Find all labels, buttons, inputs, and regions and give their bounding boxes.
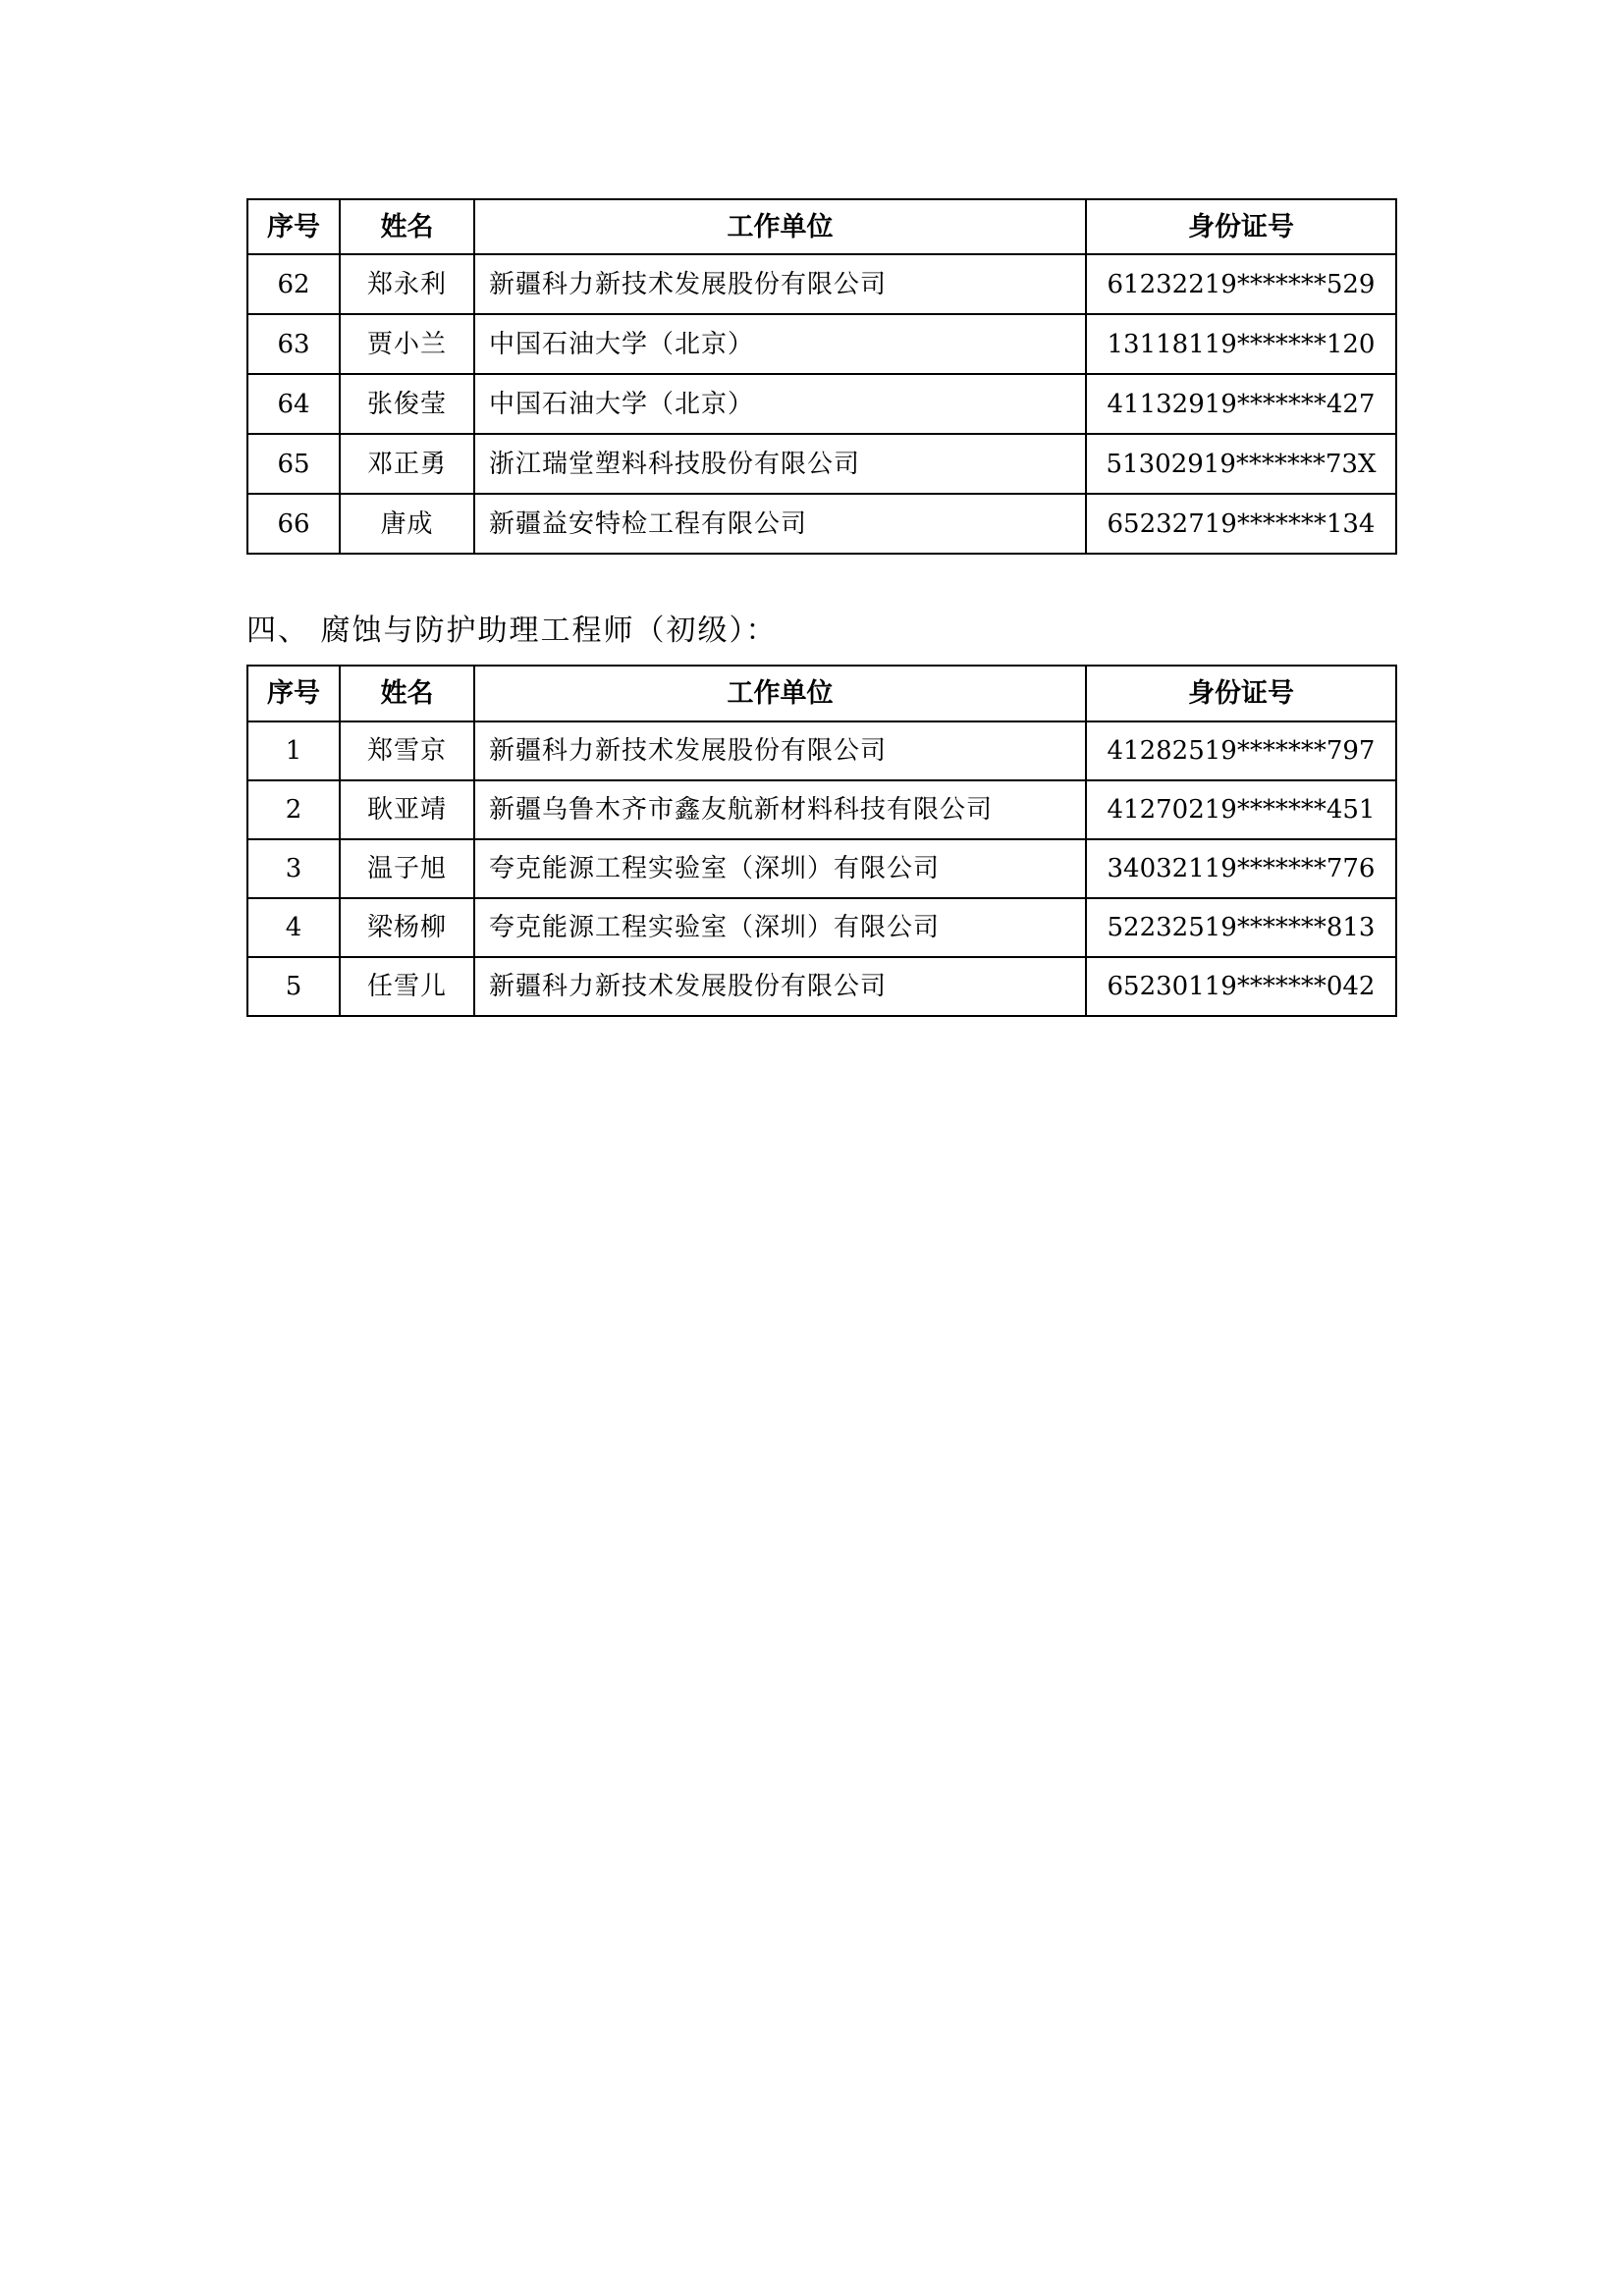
header-name: 姓名 [340, 199, 474, 254]
table-row [247, 314, 1396, 374]
cell-id: 34032119*******776 [1086, 839, 1396, 898]
cell-name: 郑雪京 [340, 721, 474, 780]
cell-seq: 3 [247, 839, 340, 898]
table-row [247, 254, 1396, 314]
cell-unit: 新疆科力新技术发展股份有限公司 [474, 957, 1086, 1016]
cell-unit: 新疆益安特检工程有限公司 [474, 494, 1086, 554]
cell-id: 65232719*******134 [1086, 494, 1396, 554]
table-row [247, 494, 1396, 554]
section-heading: 四、 腐蚀与防护助理工程师（初级）： [246, 614, 778, 648]
cell-name: 邓正勇 [340, 434, 474, 494]
cell-seq: 4 [247, 898, 340, 957]
table-header-row [247, 666, 1396, 721]
cell-seq: 5 [247, 957, 340, 1016]
cell-id: 41132919*******427 [1086, 374, 1396, 434]
cell-name: 温子旭 [340, 839, 474, 898]
cell-id: 41282519*******797 [1086, 721, 1396, 780]
table-row [247, 780, 1396, 839]
table-row [247, 839, 1396, 898]
header-unit: 工作单位 [474, 666, 1086, 721]
cell-seq: 1 [247, 721, 340, 780]
header-name: 姓名 [340, 666, 474, 721]
cell-unit: 新疆科力新技术发展股份有限公司 [474, 254, 1086, 314]
cell-unit: 夸克能源工程实验室（深圳）有限公司 [474, 898, 1086, 957]
cell-id: 52232519*******813 [1086, 898, 1396, 957]
header-unit: 工作单位 [474, 199, 1086, 254]
cell-unit: 新疆乌鲁木齐市鑫友航新材料科技有限公司 [474, 780, 1086, 839]
table-row [247, 898, 1396, 957]
header-id: 身份证号 [1086, 199, 1396, 254]
table-row [247, 957, 1396, 1016]
cell-name: 唐成 [340, 494, 474, 554]
header-seq: 序号 [247, 199, 340, 254]
cell-name: 贾小兰 [340, 314, 474, 374]
cell-name: 张俊莹 [340, 374, 474, 434]
cell-id: 13118119*******120 [1086, 314, 1396, 374]
cell-name: 梁杨柳 [340, 898, 474, 957]
cell-name: 郑永利 [340, 254, 474, 314]
personnel-table-2 [246, 665, 1397, 1017]
header-seq: 序号 [247, 666, 340, 721]
cell-id: 61232219*******529 [1086, 254, 1396, 314]
cell-seq: 66 [247, 494, 340, 554]
cell-unit: 新疆科力新技术发展股份有限公司 [474, 721, 1086, 780]
cell-seq: 65 [247, 434, 340, 494]
cell-id: 65230119*******042 [1086, 957, 1396, 1016]
table-header-row [247, 199, 1396, 254]
cell-seq: 64 [247, 374, 340, 434]
cell-id: 41270219*******451 [1086, 780, 1396, 839]
cell-unit: 中国石油大学（北京） [474, 314, 1086, 374]
cell-unit: 浙江瑞堂塑料科技股份有限公司 [474, 434, 1086, 494]
table-row [247, 434, 1396, 494]
header-id: 身份证号 [1086, 666, 1396, 721]
cell-seq: 2 [247, 780, 340, 839]
cell-seq: 63 [247, 314, 340, 374]
cell-name: 耿亚靖 [340, 780, 474, 839]
cell-id: 51302919*******73X [1086, 434, 1396, 494]
table-row [247, 374, 1396, 434]
cell-unit: 中国石油大学（北京） [474, 374, 1086, 434]
cell-seq: 62 [247, 254, 340, 314]
cell-name: 任雪儿 [340, 957, 474, 1016]
table-row [247, 721, 1396, 780]
personnel-table-1 [246, 198, 1397, 555]
cell-unit: 夸克能源工程实验室（深圳）有限公司 [474, 839, 1086, 898]
